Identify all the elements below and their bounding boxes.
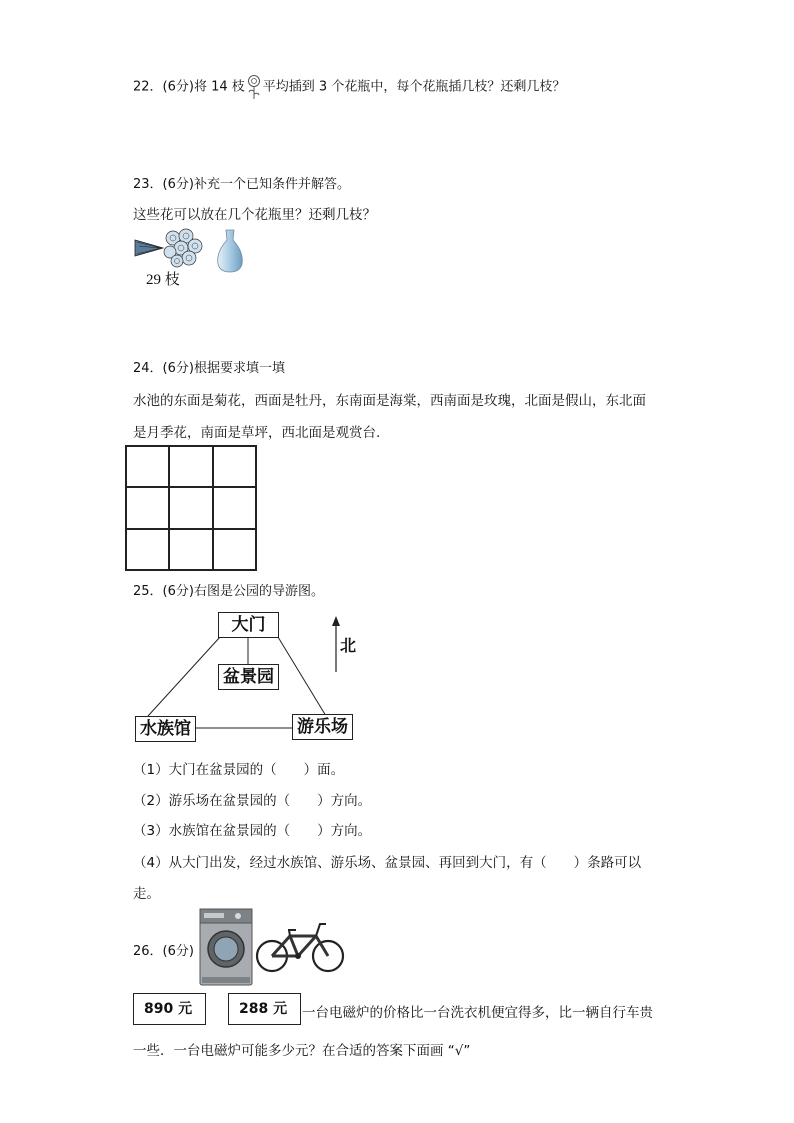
price-box-bike: 288 元: [228, 993, 301, 1025]
flower-count-label: 29 枝: [146, 272, 180, 288]
question-number: 22．(6分): [133, 79, 194, 95]
map-amusement-park: 游乐场: [292, 714, 353, 740]
question-23-line2: 这些花可以放在几个花瓶里？还剩几枝？: [133, 207, 376, 223]
question-text: 根据要求填一填: [193, 361, 285, 376]
map-aquarium: 水族馆: [135, 716, 196, 742]
sub-question-4-cont: 走。: [133, 886, 160, 902]
question-26-text: 一台电磁炉的价格比一台洗衣机便宜得多，比一辆自行车贵: [302, 1005, 653, 1021]
question-24-line3: 是月季花，南面是草坪，西北面是观赏台.: [133, 425, 381, 441]
question-text-after: 平均插到 3 个花瓶中，每个花瓶插几枝？还剩几枝？: [262, 79, 566, 95]
sub-question-2: （2）游乐场在盆景园的（ ）方向。: [133, 793, 372, 809]
question-text: 补充一个已知条件并解答。: [193, 177, 350, 192]
map-bonsai-garden: 盆景园: [218, 664, 279, 690]
question-24-line2: 水池的东面是菊花，西面是牡丹，东南面是海棠，西南面是玫瑰，北面是假山，东北面: [133, 393, 646, 409]
washing-machine-icon: [198, 907, 254, 987]
question-text-before: 将 14 枝: [193, 79, 245, 95]
sub-question-4: （4）从大门出发，经过水族馆、游乐场、盆景园、再回到大门，有（ ）条路可以: [133, 855, 642, 871]
north-label: 北: [340, 636, 357, 655]
question-number: 25．(6分): [133, 584, 194, 599]
question-number: 24．(6分): [133, 361, 194, 376]
question-text: 右图是公园的导游图。: [193, 584, 324, 599]
question-26-number: 26．(6分): [133, 944, 194, 959]
question-26-text-cont: 一些．一台电磁炉可能多少元？在合适的答案下面画 “√”: [133, 1043, 471, 1059]
price-box-washer: 890 元: [133, 993, 206, 1025]
sub-question-3: （3）水族馆在盆景园的（ ）方向。: [133, 823, 372, 839]
bicycle-icon: [254, 916, 346, 974]
sub-question-1: （1）大门在盆景园的（ ）面。: [133, 762, 345, 778]
question-number: 23．(6分): [133, 177, 194, 192]
map-gate: 大门: [218, 612, 279, 638]
